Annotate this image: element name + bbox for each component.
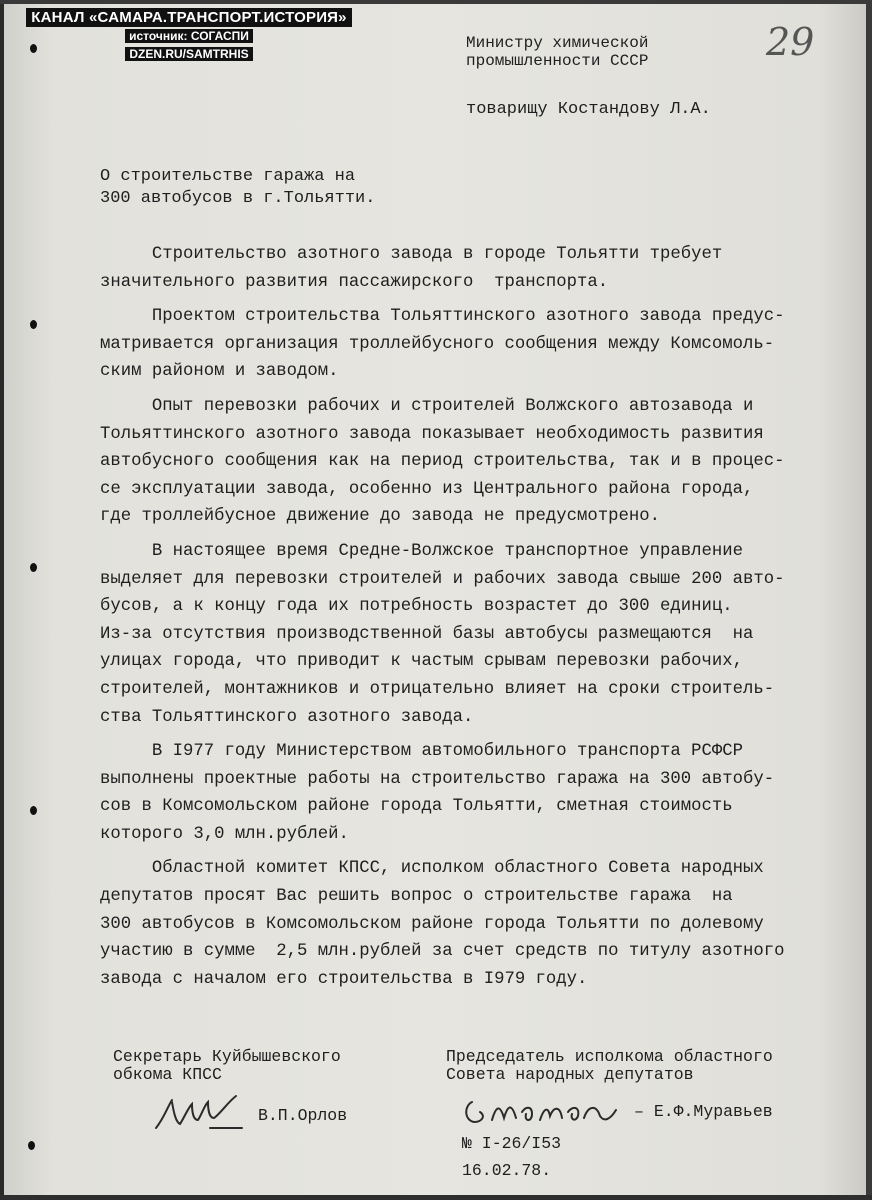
- text-line: улицах города, что приводит к частым срывам перевозки рабочих,: [100, 652, 743, 672]
- scan-edge-left: [0, 0, 4, 1200]
- paragraph: [100, 241, 852, 296]
- scan-edge-bottom: [0, 1195, 872, 1200]
- subject-line-1: О строительстве гаража на: [100, 167, 356, 186]
- text-line: ства Тольяттинского азотного завода.: [100, 707, 474, 727]
- archive-page-number: 29: [766, 20, 815, 64]
- signatory-left-name: В.П.Орлов: [258, 1106, 348, 1125]
- signatory-right-name: – Е.Ф.Муравьев: [634, 1102, 773, 1121]
- addressee-title: Министру химической: [466, 34, 649, 52]
- punch-hole: [30, 320, 37, 329]
- text-line: завода с началом его строительства в I979 году.: [100, 969, 588, 989]
- addressee-block: [466, 34, 711, 119]
- text-line: Областной комитет КПСС, исполком областного Совета народных: [100, 859, 764, 879]
- text-line: строителей, монтажников и отрицательно влияет на сроки строитель-: [100, 679, 775, 699]
- signatory-left-org: обкома КПСС: [113, 1065, 222, 1084]
- text-line: бусов, а к концу года их потребность возрастет до 300 единиц.: [100, 597, 733, 617]
- subject-line-2: 300 автобусов в г.Тольятти.: [100, 189, 376, 208]
- text-line: значительного развития пассажирского транспорта.: [100, 272, 609, 292]
- addressee-ministry: промышленности СССР: [466, 52, 649, 70]
- punch-hole: [30, 563, 37, 572]
- addressee-name: товарищу Костандову Л.А.: [466, 100, 711, 119]
- text-line: Опыт перевозки рабочих и строителей Волжского автозавода и: [100, 396, 754, 416]
- signatory-right: [446, 1048, 773, 1084]
- signatory-left-title: Секретарь Куйбышевского: [113, 1047, 341, 1066]
- text-line: сов в Комсомольском районе города Тольятти, сметная стоимость: [100, 797, 733, 817]
- text-line: выделяет для перевозки строителей и рабочих завода свыше 200 авто-: [100, 569, 785, 589]
- text-line: Из-за отсутствия производственной базы автобусы размещаются на: [100, 624, 754, 644]
- signatory-right-name-text: Е.Ф.Муравьев: [653, 1102, 773, 1121]
- watermark-url: DZEN.RU/SAMTRHIS: [125, 47, 252, 61]
- paragraph: [100, 303, 852, 386]
- document-registration: [462, 1130, 561, 1184]
- signatory-right-title: Председатель исполкома областного: [446, 1047, 773, 1066]
- subject-line: [100, 166, 375, 210]
- signatory-left: [113, 1048, 341, 1084]
- text-line: 300 автобусов в Комсомольском районе города Тольятти по долевому: [100, 914, 764, 934]
- handwritten-signature-left: [150, 1088, 250, 1136]
- text-line: матривается организация троллейбусного сообщения между Комсомоль-: [100, 334, 775, 354]
- text-line: се эксплуатации завода, особенно из Центрального района города,: [100, 479, 754, 499]
- watermark-source: источник: СОГАСПИ: [125, 29, 253, 43]
- scan-edge-top: [0, 0, 872, 4]
- paragraph: [100, 855, 852, 993]
- handwritten-signature-right: [460, 1092, 630, 1132]
- paragraph: [100, 738, 852, 848]
- letter-body: [100, 241, 852, 1000]
- signatory-right-org: Совета народных депутатов: [446, 1065, 694, 1084]
- channel-watermark: [14, 8, 364, 63]
- text-line: выполнены проектные работы на строительство гаража на 300 автобу-: [100, 769, 775, 789]
- scan-edge-right: [866, 0, 872, 1200]
- document-number: № I-26/I53: [462, 1134, 562, 1153]
- text-line: В I977 году Министерством автомобильного транспорта РСФСР: [100, 742, 743, 762]
- punch-hole: [30, 44, 37, 53]
- text-line: которого 3,0 млн.рублей.: [100, 824, 349, 844]
- text-line: участию в сумме 2,5 млн.рублей за счет средств по титулу азотного: [100, 942, 785, 962]
- punch-hole: [28, 1141, 35, 1150]
- text-line: Тольяттинского азотного завода показывает необходимость развития: [100, 424, 764, 444]
- paragraph: [100, 538, 852, 731]
- text-line: автобусного сообщения как на период строительства, так и в процес-: [100, 452, 785, 472]
- text-line: В настоящее время Средне-Волжское транспортное управление: [100, 541, 743, 561]
- text-line: Строительство азотного завода в городе Тольятти требует: [100, 245, 723, 264]
- text-line: ским районом и заводом.: [100, 362, 339, 382]
- watermark-channel: КАНАЛ «САМАРА.ТРАНСПОРТ.ИСТОРИЯ»: [26, 8, 351, 27]
- text-line: где троллейбусное движение до завода не предусмотрено.: [100, 507, 661, 527]
- punch-hole: [30, 806, 37, 815]
- paragraph: [100, 393, 852, 531]
- text-line: Проектом строительства Тольяттинского азотного завода предус-: [100, 307, 785, 327]
- text-line: депутатов просят Вас решить вопрос о строительстве гаража на: [100, 887, 733, 907]
- document-date: 16.02.78.: [462, 1161, 552, 1180]
